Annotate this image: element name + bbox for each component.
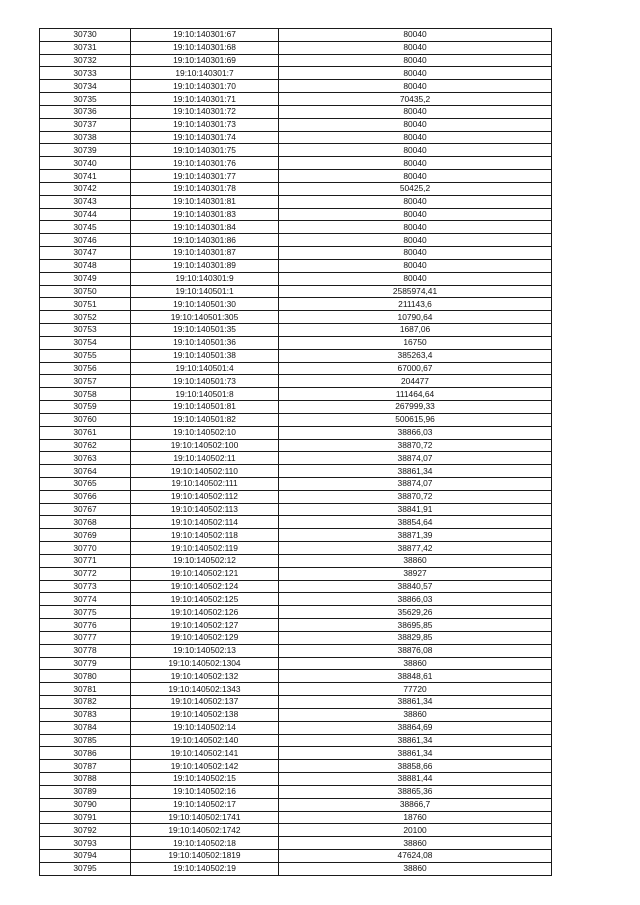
value-cell: 80040 [279,105,552,118]
value-cell: 111464,64 [279,388,552,401]
row-number-cell: 30731 [40,41,131,54]
table-row [40,324,552,337]
cadastral-number-cell: 19:10:140301:70 [131,80,279,93]
row-number-cell: 30792 [40,824,131,837]
row-number-cell: 30736 [40,105,131,118]
row-number-cell: 30735 [40,93,131,106]
value-cell: 80040 [279,272,552,285]
value-cell: 38864,69 [279,721,552,734]
value-cell: 80040 [279,80,552,93]
row-number-cell: 30777 [40,631,131,644]
row-number-cell: 30786 [40,747,131,760]
cadastral-number-cell: 19:10:140502:118 [131,529,279,542]
table-row [40,67,552,80]
table-row [40,580,552,593]
cadastral-number-cell: 19:10:140501:82 [131,413,279,426]
cadastral-number-cell: 19:10:140502:113 [131,503,279,516]
row-number-cell: 30787 [40,760,131,773]
value-cell: 267999,33 [279,401,552,414]
row-number-cell: 30753 [40,324,131,337]
cadastral-number-cell: 19:10:140502:125 [131,593,279,606]
value-cell: 77720 [279,683,552,696]
table-row [40,401,552,414]
value-cell: 38881,44 [279,773,552,786]
table-row [40,375,552,388]
table-row [40,670,552,683]
cadastral-number-cell: 19:10:140501:8 [131,388,279,401]
cadastral-number-cell: 19:10:140502:140 [131,734,279,747]
cadastral-number-cell: 19:10:140502:121 [131,567,279,580]
table-row [40,388,552,401]
table-row [40,362,552,375]
table-row [40,644,552,657]
row-number-cell: 30765 [40,477,131,490]
value-cell: 500615,96 [279,413,552,426]
row-number-cell: 30781 [40,683,131,696]
value-cell: 50425,2 [279,182,552,195]
cadastral-number-cell: 19:10:140502:14 [131,721,279,734]
value-cell: 80040 [279,54,552,67]
cadastral-number-cell: 19:10:140502:15 [131,773,279,786]
row-number-cell: 30749 [40,272,131,285]
table-row [40,862,552,875]
table-row [40,567,552,580]
row-number-cell: 30775 [40,606,131,619]
value-cell: 38874,07 [279,452,552,465]
cadastral-number-cell: 19:10:140301:83 [131,208,279,221]
cadastral-number-cell: 19:10:140502:126 [131,606,279,619]
value-cell: 80040 [279,195,552,208]
table-row [40,529,552,542]
row-number-cell: 30774 [40,593,131,606]
cadastral-number-cell: 19:10:140301:75 [131,144,279,157]
table-row [40,696,552,709]
value-cell: 38860 [279,554,552,567]
row-number-cell: 30741 [40,170,131,183]
value-cell: 10790,64 [279,311,552,324]
row-number-cell: 30763 [40,452,131,465]
table-row [40,837,552,850]
table-row [40,285,552,298]
value-cell: 80040 [279,157,552,170]
cadastral-number-cell: 19:10:140502:1741 [131,811,279,824]
row-number-cell: 30791 [40,811,131,824]
value-cell: 38840,57 [279,580,552,593]
table-row [40,221,552,234]
cadastral-number-cell: 19:10:140501:1 [131,285,279,298]
cadastral-number-cell: 19:10:140501:81 [131,401,279,414]
table-row [40,503,552,516]
cadastral-number-cell: 19:10:140501:4 [131,362,279,375]
row-number-cell: 30756 [40,362,131,375]
row-number-cell: 30773 [40,580,131,593]
value-cell: 80040 [279,29,552,42]
value-cell: 38848,61 [279,670,552,683]
table-row [40,798,552,811]
value-cell: 80040 [279,131,552,144]
cadastral-number-cell: 19:10:140301:73 [131,118,279,131]
row-number-cell: 30733 [40,67,131,80]
row-number-cell: 30778 [40,644,131,657]
table-body [40,29,552,876]
value-cell: 385263,4 [279,349,552,362]
value-cell: 38876,08 [279,644,552,657]
row-number-cell: 30785 [40,734,131,747]
value-cell: 80040 [279,247,552,260]
row-number-cell: 30738 [40,131,131,144]
row-number-cell: 30772 [40,567,131,580]
cadastral-number-cell: 19:10:140502:18 [131,837,279,850]
table-row [40,93,552,106]
cadastral-number-cell: 19:10:140502:111 [131,477,279,490]
cadastral-number-cell: 19:10:140301:89 [131,259,279,272]
table-row [40,157,552,170]
value-cell: 20100 [279,824,552,837]
value-cell: 38858,66 [279,760,552,773]
table-row [40,29,552,42]
value-cell: 38829,85 [279,631,552,644]
value-cell: 38854,64 [279,516,552,529]
table-row [40,259,552,272]
value-cell: 80040 [279,234,552,247]
table-row [40,272,552,285]
row-number-cell: 30759 [40,401,131,414]
cadastral-number-cell: 19:10:140502:1343 [131,683,279,696]
cadastral-number-cell: 19:10:140502:12 [131,554,279,567]
table-row [40,657,552,670]
cadastral-number-cell: 19:10:140502:127 [131,619,279,632]
table-row [40,811,552,824]
cadastral-number-cell: 19:10:140301:69 [131,54,279,67]
row-number-cell: 30794 [40,850,131,863]
cadastral-number-cell: 19:10:140502:11 [131,452,279,465]
value-cell: 204477 [279,375,552,388]
row-number-cell: 30761 [40,426,131,439]
cadastral-number-cell: 19:10:140301:72 [131,105,279,118]
row-number-cell: 30770 [40,542,131,555]
value-cell: 18760 [279,811,552,824]
value-cell: 16750 [279,336,552,349]
row-number-cell: 30783 [40,708,131,721]
row-number-cell: 30790 [40,798,131,811]
row-number-cell: 30782 [40,696,131,709]
row-number-cell: 30779 [40,657,131,670]
value-cell: 80040 [279,259,552,272]
table-row [40,349,552,362]
row-number-cell: 30745 [40,221,131,234]
table-row [40,182,552,195]
value-cell: 38865,36 [279,785,552,798]
cadastral-number-cell: 19:10:140502:10 [131,426,279,439]
cadastral-number-cell: 19:10:140301:76 [131,157,279,170]
value-cell: 1687,06 [279,324,552,337]
cadastral-number-cell: 19:10:140501:35 [131,324,279,337]
table-row [40,721,552,734]
table-row [40,683,552,696]
value-cell: 38695,85 [279,619,552,632]
value-cell: 38866,03 [279,593,552,606]
row-number-cell: 30762 [40,439,131,452]
table-row [40,619,552,632]
table-row [40,824,552,837]
table-row [40,516,552,529]
cadastral-number-cell: 19:10:140502:1742 [131,824,279,837]
table-row [40,105,552,118]
value-cell: 38866,7 [279,798,552,811]
value-cell: 35629,26 [279,606,552,619]
row-number-cell: 30764 [40,465,131,478]
table-row [40,234,552,247]
cadastral-number-cell: 19:10:140501:30 [131,298,279,311]
cadastral-number-cell: 19:10:140501:73 [131,375,279,388]
row-number-cell: 30788 [40,773,131,786]
table-row [40,144,552,157]
table-row [40,631,552,644]
row-number-cell: 30743 [40,195,131,208]
cadastral-number-cell: 19:10:140501:36 [131,336,279,349]
cadastral-number-cell: 19:10:140301:78 [131,182,279,195]
cadastral-number-cell: 19:10:140301:68 [131,41,279,54]
cadastral-number-cell: 19:10:140502:112 [131,490,279,503]
row-number-cell: 30734 [40,80,131,93]
row-number-cell: 30776 [40,619,131,632]
cadastral-number-cell: 19:10:140502:100 [131,439,279,452]
value-cell: 38877,42 [279,542,552,555]
row-number-cell: 30767 [40,503,131,516]
value-cell: 80040 [279,170,552,183]
table-row [40,426,552,439]
row-number-cell: 30768 [40,516,131,529]
value-cell: 38860 [279,657,552,670]
row-number-cell: 30730 [40,29,131,42]
table-row [40,452,552,465]
table-row [40,118,552,131]
value-cell: 38861,34 [279,747,552,760]
table-row [40,554,552,567]
cadastral-number-cell: 19:10:140301:81 [131,195,279,208]
row-number-cell: 30769 [40,529,131,542]
cadastral-number-cell: 19:10:140502:142 [131,760,279,773]
row-number-cell: 30732 [40,54,131,67]
cadastral-number-cell: 19:10:140502:110 [131,465,279,478]
row-number-cell: 30766 [40,490,131,503]
row-number-cell: 30780 [40,670,131,683]
table-row [40,80,552,93]
value-cell: 38874,07 [279,477,552,490]
row-number-cell: 30744 [40,208,131,221]
row-number-cell: 30752 [40,311,131,324]
table-row [40,311,552,324]
cadastral-number-cell: 19:10:140502:1819 [131,850,279,863]
value-cell: 38871,39 [279,529,552,542]
row-number-cell: 30760 [40,413,131,426]
row-number-cell: 30742 [40,182,131,195]
table-row [40,208,552,221]
cadastral-number-cell: 19:10:140501:305 [131,311,279,324]
table-row [40,413,552,426]
value-cell: 80040 [279,208,552,221]
cadastral-number-cell: 19:10:140502:16 [131,785,279,798]
cadastral-number-cell: 19:10:140301:67 [131,29,279,42]
table-row [40,773,552,786]
value-cell: 38861,34 [279,734,552,747]
table-row [40,708,552,721]
table-row [40,41,552,54]
table-row [40,785,552,798]
cadastral-number-cell: 19:10:140301:84 [131,221,279,234]
cadastral-number-cell: 19:10:140301:87 [131,247,279,260]
cadastral-number-cell: 19:10:140301:77 [131,170,279,183]
value-cell: 38860 [279,862,552,875]
row-number-cell: 30751 [40,298,131,311]
row-number-cell: 30757 [40,375,131,388]
table-row [40,606,552,619]
cadastral-number-cell: 19:10:140301:74 [131,131,279,144]
cadastral-number-cell: 19:10:140502:114 [131,516,279,529]
cadastral-number-cell: 19:10:140502:17 [131,798,279,811]
value-cell: 38870,72 [279,490,552,503]
row-number-cell: 30795 [40,862,131,875]
cadastral-number-cell: 19:10:140502:141 [131,747,279,760]
cadastral-value-table [39,28,552,876]
row-number-cell: 30747 [40,247,131,260]
table-row [40,336,552,349]
value-cell: 80040 [279,41,552,54]
table-row [40,131,552,144]
row-number-cell: 30739 [40,144,131,157]
table-row [40,298,552,311]
cadastral-number-cell: 19:10:140502:19 [131,862,279,875]
value-cell: 67000,67 [279,362,552,375]
row-number-cell: 30755 [40,349,131,362]
cadastral-number-cell: 19:10:140301:7 [131,67,279,80]
table-row [40,247,552,260]
table-row [40,593,552,606]
value-cell: 2585974,41 [279,285,552,298]
row-number-cell: 30746 [40,234,131,247]
cadastral-number-cell: 19:10:140301:86 [131,234,279,247]
value-cell: 38841,91 [279,503,552,516]
cadastral-number-cell: 19:10:140502:13 [131,644,279,657]
table-row [40,465,552,478]
table-row [40,747,552,760]
cadastral-number-cell: 19:10:140502:124 [131,580,279,593]
value-cell: 211143,6 [279,298,552,311]
row-number-cell: 30750 [40,285,131,298]
value-cell: 38866,03 [279,426,552,439]
cadastral-number-cell: 19:10:140502:137 [131,696,279,709]
table-row [40,195,552,208]
cadastral-number-cell: 19:10:140502:129 [131,631,279,644]
row-number-cell: 30754 [40,336,131,349]
value-cell: 80040 [279,221,552,234]
cadastral-number-cell: 19:10:140501:38 [131,349,279,362]
table-row [40,734,552,747]
cadastral-number-cell: 19:10:140502:132 [131,670,279,683]
cadastral-number-cell: 19:10:140301:71 [131,93,279,106]
row-number-cell: 30784 [40,721,131,734]
value-cell: 38860 [279,708,552,721]
table-row [40,850,552,863]
value-cell: 38870,72 [279,439,552,452]
table-row [40,490,552,503]
cadastral-number-cell: 19:10:140301:9 [131,272,279,285]
table-row [40,760,552,773]
row-number-cell: 30737 [40,118,131,131]
value-cell: 38927 [279,567,552,580]
row-number-cell: 30740 [40,157,131,170]
table-row [40,439,552,452]
cadastral-number-cell: 19:10:140502:119 [131,542,279,555]
value-cell: 47624,08 [279,850,552,863]
table-row [40,170,552,183]
row-number-cell: 30789 [40,785,131,798]
row-number-cell: 30793 [40,837,131,850]
row-number-cell: 30771 [40,554,131,567]
value-cell: 70435,2 [279,93,552,106]
value-cell: 38860 [279,837,552,850]
table-row [40,477,552,490]
value-cell: 80040 [279,118,552,131]
table-row [40,54,552,67]
value-cell: 80040 [279,144,552,157]
cadastral-number-cell: 19:10:140502:138 [131,708,279,721]
row-number-cell: 30758 [40,388,131,401]
value-cell: 38861,34 [279,696,552,709]
row-number-cell: 30748 [40,259,131,272]
value-cell: 80040 [279,67,552,80]
cadastral-number-cell: 19:10:140502:1304 [131,657,279,670]
table-row [40,542,552,555]
value-cell: 38861,34 [279,465,552,478]
